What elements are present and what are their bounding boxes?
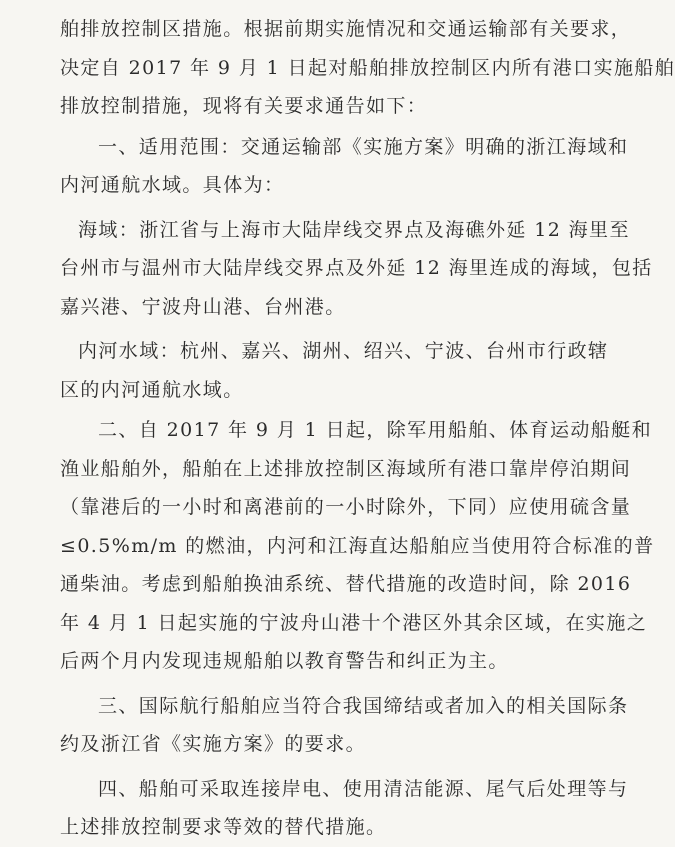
text-line: （靠港后的一小时和离港前的一小时除外，下同）应使用硫含量 bbox=[60, 496, 632, 518]
section-1-scope bbox=[60, 128, 629, 205]
text-line: 一、适用范围：交通运输部《实施方案》明确的浙江海域和 bbox=[98, 135, 629, 158]
sea-area-paragraph bbox=[60, 211, 653, 327]
text-line: 通柴油。考虑到船舶换油系统、替代措施的改造时间，除 2016 bbox=[60, 573, 632, 595]
text-line: 内河水域：杭州、嘉兴、湖州、绍兴、宁波、台州市行政辖 bbox=[78, 340, 609, 362]
text-line: 台州市与温州市大陆岸线交界点及外延 12 海里连成的海域，包括 bbox=[60, 257, 653, 279]
text-line: 决定自 2017 年 9 月 1 日起对船舶排放控制区内所有港口实施船舶 bbox=[60, 56, 675, 79]
inland-waters-paragraph bbox=[60, 332, 610, 409]
text-line: 排放控制措施，现将有关要求通告如下： bbox=[60, 95, 428, 117]
intro-paragraph bbox=[60, 10, 675, 126]
text-line: 内河通航水域。具体为： bbox=[60, 174, 285, 196]
text-line: 渔业船舶外，船舶在上述排放控制区海域所有港口靠岸停泊期间 bbox=[60, 457, 632, 480]
text-line: 区的内河通航水域。 bbox=[60, 378, 244, 401]
text-line: 约及浙江省《实施方案》的要求。 bbox=[60, 733, 367, 755]
text-line: ≤0.5%m/m 的燃油，内河和江海直达船舶应当使用符合标准的普 bbox=[60, 534, 655, 557]
text-line: 年 4 月 1 日起实施的宁波舟山港十个港区外其余区域，在实施之 bbox=[60, 611, 648, 634]
text-line: 嘉兴港、宁波舟山港、台州港。 bbox=[60, 295, 346, 318]
text-line: 三、国际航行船舶应当符合我国缔结或者加入的相关国际条 bbox=[98, 694, 629, 717]
section-3-international-ships bbox=[60, 687, 629, 764]
section-2-fuel-requirements bbox=[60, 411, 655, 681]
text-line: 海域：浙江省与上海市大陆岸线交界点及海礁外延 12 海里至 bbox=[78, 218, 630, 241]
text-line: 二、自 2017 年 9 月 1 日起，除军用船舶、体育运动船艇和 bbox=[98, 419, 652, 441]
text-line: 上述排放控制要求等效的替代措施。 bbox=[60, 816, 387, 838]
text-line: 四、船舶可采取连接岸电、使用清洁能源、尾气后处理等与 bbox=[98, 777, 629, 800]
section-4-alternative-measures bbox=[60, 770, 629, 847]
text-line: 舶排放控制区措施。根据前期实施情况和交通运输部有关要求， bbox=[60, 18, 632, 40]
text-line: 后两个月内发现违规船舶以教育警告和纠正为主。 bbox=[60, 650, 509, 672]
